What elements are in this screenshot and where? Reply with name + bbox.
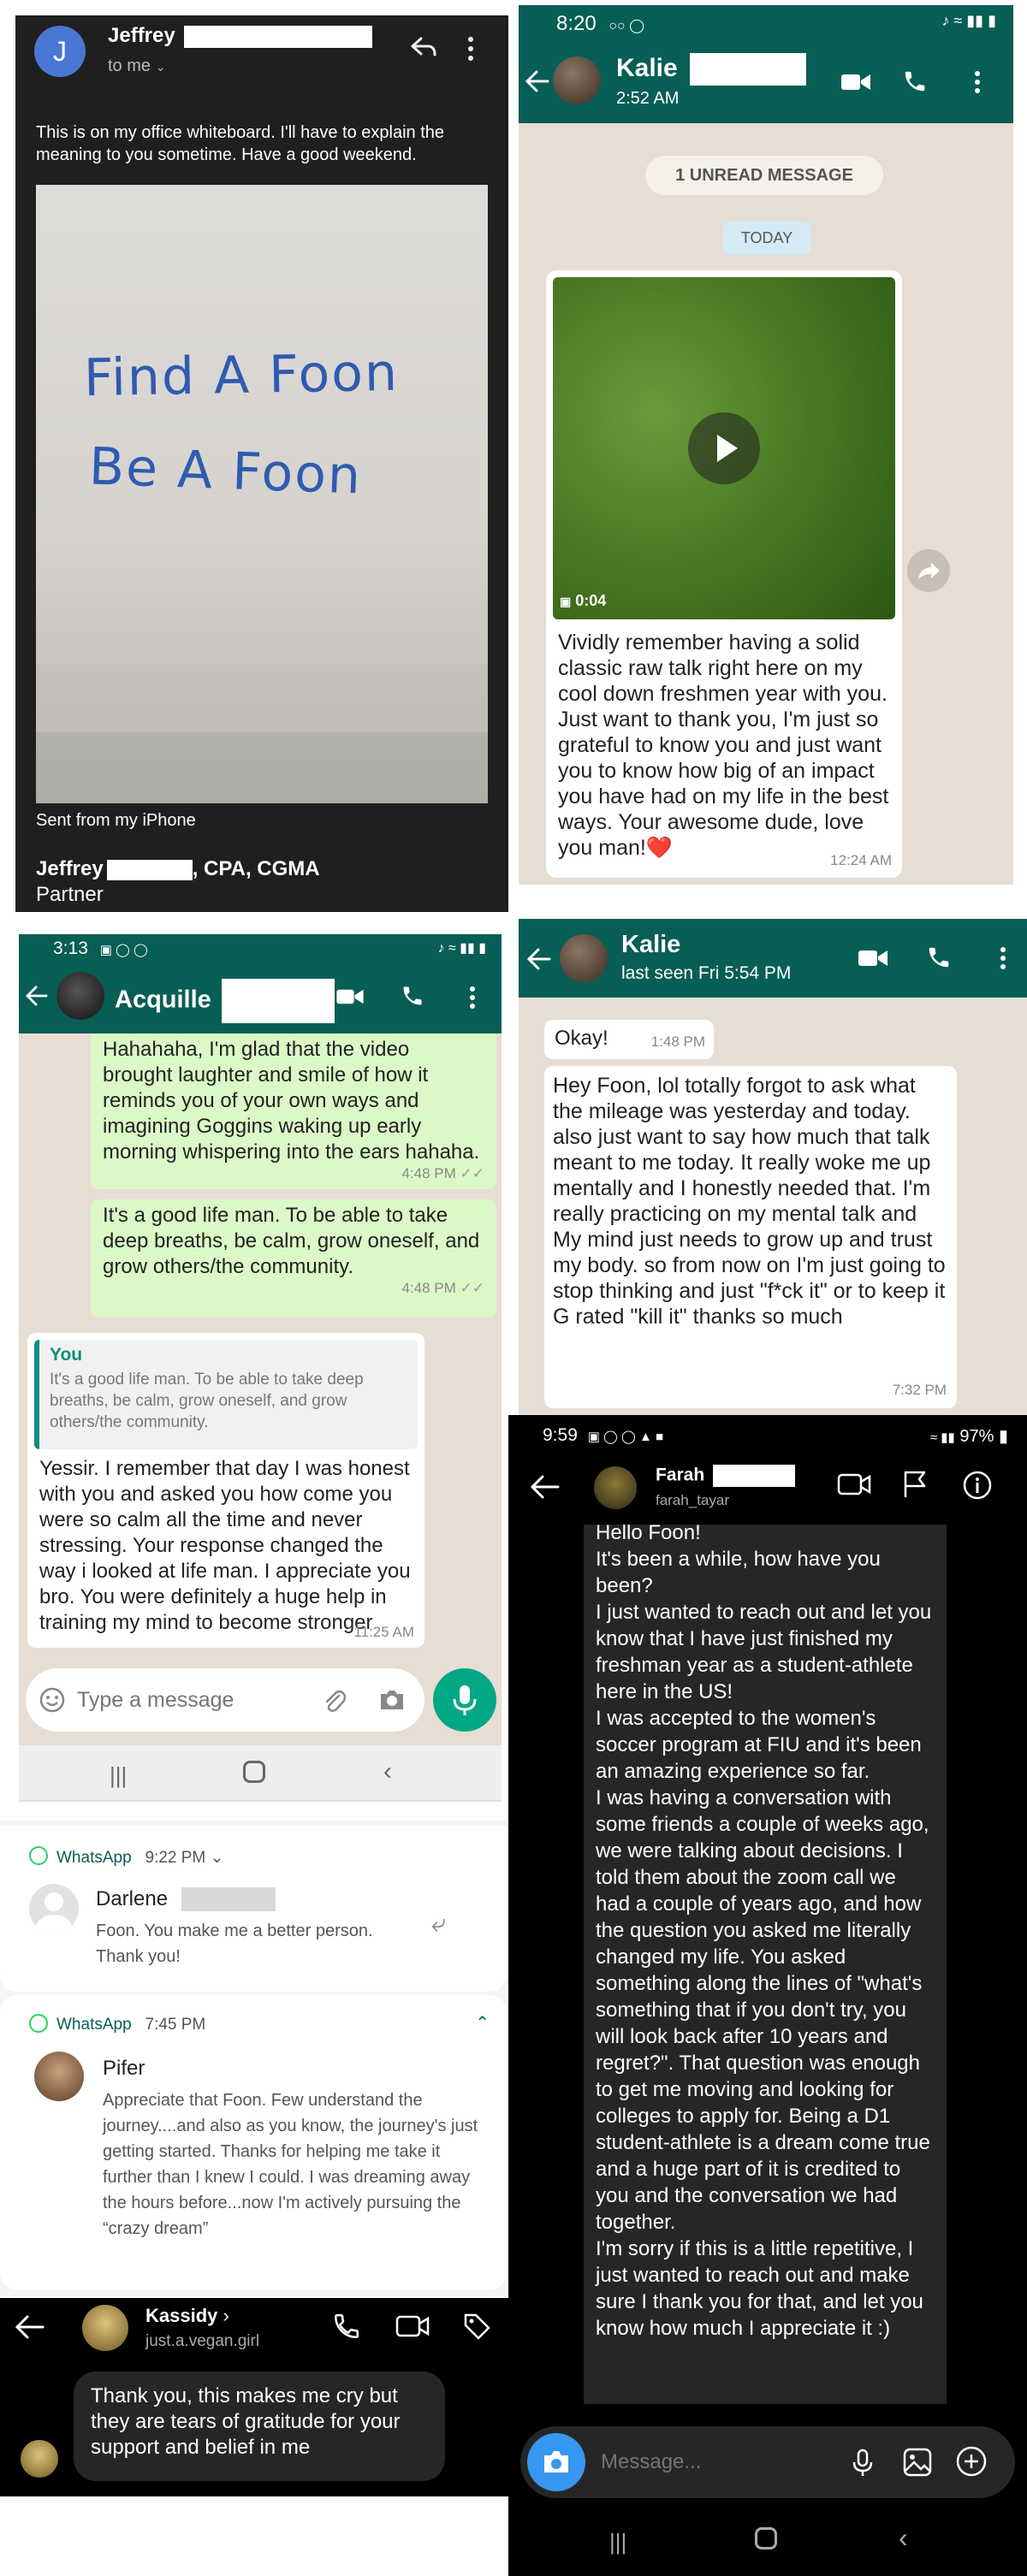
signature-name: Jeffrey , CPA, CGMA	[36, 857, 320, 880]
notification-header: WhatsApp 9:22 PM ⌄	[56, 1849, 224, 1867]
message-input[interactable]	[601, 2447, 815, 2478]
tag-icon[interactable]	[462, 2312, 491, 2341]
microphone-icon[interactable]	[433, 1668, 496, 1732]
whatsapp-kalie-video-chat	[519, 5, 1013, 885]
video-call-icon[interactable]	[335, 987, 365, 1006]
contact-handle: farah_tayar	[656, 1492, 729, 1508]
status-icons: ▣ ◯ ◯	[99, 943, 148, 957]
signal-battery-icon: ♪ ≈ ▮▮ ▮	[941, 12, 996, 29]
redaction	[713, 1465, 795, 1487]
notification-card[interactable]	[0, 1826, 507, 1992]
signal-battery-icon: ♪ ≈ ▮▮ ▮	[437, 941, 486, 956]
notification-sender: Darlene	[96, 1887, 168, 1911]
redaction	[184, 26, 372, 48]
notification-header: WhatsApp 7:45 PM	[56, 2016, 206, 2034]
phone-call-icon[interactable]	[926, 945, 952, 970]
info-icon[interactable]	[962, 1470, 993, 1501]
header-time: 2:52 AM	[616, 89, 680, 108]
quote-text: It's a good life man. To be able to take deep breaths, be calm, grow oneself, and grow others/the community.	[50, 1371, 364, 1431]
reply-icon[interactable]	[409, 36, 438, 60]
sent-message-bubble: It's a good life man. To be able to take deep breaths, be calm, grow oneself, and grow others/the community. 4:48 PM ✓✓	[91, 1199, 496, 1318]
message-composer	[520, 2426, 1015, 2498]
message-time: 1:48 PM	[650, 1033, 705, 1050]
contact-avatar[interactable]	[82, 2305, 128, 2351]
message-time: 7:32 PM	[892, 1382, 947, 1398]
back-arrow-icon[interactable]	[527, 948, 551, 970]
back-arrow-icon[interactable]	[525, 70, 549, 92]
video-call-icon[interactable]	[840, 72, 871, 92]
android-nav-bar	[19, 1745, 502, 1800]
notification-shade	[0, 1821, 507, 2296]
whiteboard-text-line2: Be A Foon	[87, 436, 364, 506]
reply-icon[interactable]: ⤶	[431, 1910, 446, 1938]
contact-name[interactable]: Kassidy ›	[145, 2305, 229, 2326]
last-seen: last seen Fri 5:54 PM	[621, 963, 792, 983]
redaction	[181, 1887, 276, 1911]
message-time: 11:25 AM	[353, 1624, 414, 1640]
message-text: Yessir. I remember that day I was honest with you and asked you how come you were so calm all the time and never stressing. Your response changed the way i looked at life man. I appreciate you bro. You were definitely a huge help in training my mind to become stronger	[39, 1457, 411, 1634]
battery-icon: ▮	[998, 1427, 1008, 1446]
message-paragraph: I was having a conversation with some friends a couple of weeks ago, we were talking about decisions. I told them about the zoom call we had a couple of years ago, and how the question you asked me literally changed my life. You asked something along the lines of "what's something that if you don't try, you will look back after 10 years and regret?". That question was enough to get me moving and looking for colleges to apply for. Being a D1 student-athlete is a dream come true and a huge part of it is credited to you and the conversation we had together.	[596, 1786, 930, 2234]
received-message-bubble	[27, 1333, 424, 1648]
contact-avatar[interactable]	[560, 934, 608, 982]
contact-name[interactable]: Acquille	[115, 979, 335, 1023]
recipient-label[interactable]: to me ⌄	[108, 56, 166, 75]
emoji-icon[interactable]	[39, 1687, 65, 1713]
video-camera-icon: ▣	[560, 595, 572, 608]
recent-apps-icon[interactable]: |||	[609, 2529, 627, 2555]
redaction	[222, 979, 335, 1023]
android-nav-bar	[508, 2508, 1027, 2576]
video-call-icon[interactable]	[858, 948, 888, 968]
message-composer	[26, 1668, 424, 1732]
contact-avatar	[29, 1884, 79, 1933]
battery-status: ≈ ▮▮ 97% ▮	[929, 1427, 1008, 1446]
camera-icon[interactable]	[527, 2433, 585, 2491]
more-options-icon[interactable]	[1000, 946, 1006, 970]
email-screenshot	[15, 15, 508, 912]
back-arrow-icon[interactable]	[26, 986, 48, 1006]
whatsapp-icon	[29, 2014, 48, 2033]
quoted-message[interactable]	[34, 1340, 418, 1449]
message-time: 12:24 AM	[830, 852, 892, 868]
back-icon[interactable]: ‹	[899, 2522, 908, 2553]
more-options-icon[interactable]	[467, 36, 474, 62]
contact-avatar	[34, 2052, 84, 2101]
video-thumbnail[interactable]	[553, 277, 895, 619]
chevron-right-icon: ›	[223, 2305, 229, 2326]
chevron-down-icon: ⌄	[210, 1849, 224, 1867]
status-bar: 8:20 ○○ ◯ ♪ ≈ ▮▮ ▮	[519, 5, 1013, 41]
heart-emoji: ❤️	[645, 836, 673, 860]
sender-name: Jeffrey	[108, 24, 372, 48]
phone-call-icon[interactable]	[332, 2312, 361, 2341]
back-arrow-icon[interactable]	[531, 1475, 560, 1499]
received-message-bubble	[544, 1066, 957, 1408]
chevron-up-icon[interactable]: ⌃	[475, 2014, 490, 2033]
flag-icon[interactable]	[902, 1470, 928, 1499]
gallery-icon[interactable]	[902, 2447, 933, 2478]
whatsapp-acquille-chat	[19, 934, 502, 1802]
forward-icon[interactable]	[907, 549, 950, 592]
phone-call-icon[interactable]	[401, 984, 424, 1008]
message-time: 4:48 PM ✓✓	[401, 1280, 484, 1296]
message-input[interactable]	[77, 1684, 300, 1716]
home-icon[interactable]	[243, 1761, 265, 1783]
contact-name[interactable]: Kalie	[616, 53, 806, 86]
video-call-icon[interactable]	[395, 2313, 430, 2339]
message-paragraph: I'm sorry if this is a little repetitive, I just wanted to reach out and make sure I thank you for that, and let you know how much I appreciate it :)	[596, 2237, 923, 2340]
home-icon[interactable]	[755, 2527, 777, 2549]
attach-icon[interactable]	[322, 1687, 346, 1713]
notification-text: Appreciate that Foon. Few understand the journey....and also as you know, the journey's just getting started. Thanks for helping me take it further than I knew I could. I was dreaming away the hours before...now I'm actively pursuing the “crazy dream”	[103, 2091, 478, 2238]
whiteboard-photo	[36, 185, 488, 803]
video-call-icon[interactable]	[837, 1472, 871, 1497]
video-message-bubble[interactable]	[546, 270, 902, 878]
whiteboard-text-line1: Find A Foon	[83, 342, 400, 409]
status-icons: ▣ ◯ ◯ ▲ ■	[587, 1430, 664, 1444]
contact-avatar-small	[21, 2440, 58, 2478]
unread-message-divider: 1 UNREAD MESSAGE	[645, 156, 883, 195]
notification-text: Foon. You make me a better person. Thank you!	[96, 1922, 373, 1966]
message-text: Hey Foon, lol totally forgot to ask what the mileage was yesterday and today. also just want to say how much that talk meant to me today. It really woke me up mentally and I honestly needed that. I'm really practicing on my mental talk and My mind just needs to grow up and trust my body. so from now on I'm just going to stop thinking and just "f*ck it" or to keep it G rated "kill it" thanks so much	[553, 1074, 946, 1329]
signature-title: Partner	[36, 883, 104, 906]
whatsapp-kalie-text-chat	[519, 919, 1027, 1415]
back-icon[interactable]: ‹	[383, 1757, 392, 1785]
chevron-down-icon: ⌄	[155, 60, 166, 74]
notification-card[interactable]	[0, 1995, 507, 2289]
message-paragraph: It's been a while, how have you been?	[596, 1548, 881, 1597]
email-body: This is on my office whiteboard. I'll have to explain the meaning to you sometime. Have a good weekend.	[36, 123, 445, 164]
message-paragraph: I was accepted to the women's soccer program at FIU and it's been an amazing experience so far.	[596, 1707, 922, 1783]
received-message-bubble: Thank you, this makes me cry but they are tears of gratitude for your support and belief in me	[74, 2372, 445, 2481]
camera-icon[interactable]	[378, 1689, 406, 1711]
received-message-bubble	[584, 1525, 947, 2404]
contact-name[interactable]: Farah	[656, 1465, 795, 1487]
contact-avatar[interactable]	[553, 56, 601, 104]
sent-message-bubble: Hahahaha, I'm glad that the video brought laughter and smile of how it reminds you of your own ways and imagining Goggins waking up early morning whispering into the ears hahaha. 4:48 PM ✓✓	[91, 1033, 496, 1189]
contact-avatar[interactable]	[56, 972, 104, 1020]
sent-from-label: Sent from my iPhone	[36, 811, 196, 830]
status-icons: ○○ ◯	[608, 19, 645, 33]
video-duration: ▣ 0:04	[560, 592, 607, 609]
sender-avatar: J	[34, 26, 86, 77]
chat-header	[19, 962, 502, 1033]
microphone-icon[interactable]	[852, 2449, 873, 2478]
recent-apps-icon[interactable]: |||	[110, 1762, 128, 1788]
instagram-farah-dm	[508, 1415, 1027, 2576]
status-bar: 3:13 ▣ ◯ ◯ ♪ ≈ ▮▮ ▮	[19, 934, 502, 962]
date-divider: TODAY	[722, 221, 811, 255]
phone-call-icon[interactable]	[902, 68, 928, 94]
add-icon[interactable]	[955, 2445, 988, 2478]
notification-sender: Pifer	[103, 2057, 145, 2080]
whatsapp-icon	[29, 1846, 48, 1865]
redaction	[107, 860, 193, 880]
chat-header	[519, 41, 1013, 123]
message-text: Vividly remember having a solid classic raw talk right here on my cool down freshmen year with you. Just want to thank you, I'm just so grateful to know you and just want you to know how big of an impact you have had on my life in the best ways. Your awesome dude, love you man!❤️	[558, 631, 889, 860]
contact-avatar[interactable]	[594, 1466, 637, 1509]
signal-icon: ≈ ▮▮	[929, 1430, 955, 1445]
status-bar: 9:59 ▣ ◯ ◯ ▲ ■	[543, 1425, 664, 1445]
more-options-icon[interactable]	[469, 986, 476, 1010]
play-icon[interactable]	[688, 412, 760, 484]
back-arrow-icon[interactable]	[15, 2315, 45, 2339]
redaction	[690, 53, 806, 86]
message-time: 4:48 PM ✓✓	[401, 1165, 484, 1181]
chat-header	[519, 919, 1027, 998]
double-check-icon: ✓✓	[460, 1165, 484, 1181]
message-paragraph: I just wanted to reach out and let you know that I have just finished my freshman year as a student-athlete here in the US!	[596, 1601, 932, 1703]
received-message-bubble: Okay! 1:48 PM	[544, 1020, 714, 1059]
instagram-kassidy-dm	[0, 2298, 508, 2496]
double-check-icon: ✓✓	[460, 1280, 484, 1296]
contact-handle: just.a.vegan.girl	[145, 2332, 260, 2350]
more-options-icon[interactable]	[974, 70, 981, 94]
contact-name[interactable]: Kalie	[621, 931, 681, 958]
quote-author: You	[50, 1345, 83, 1365]
message-paragraph: Hello Foon!	[596, 1525, 701, 1544]
